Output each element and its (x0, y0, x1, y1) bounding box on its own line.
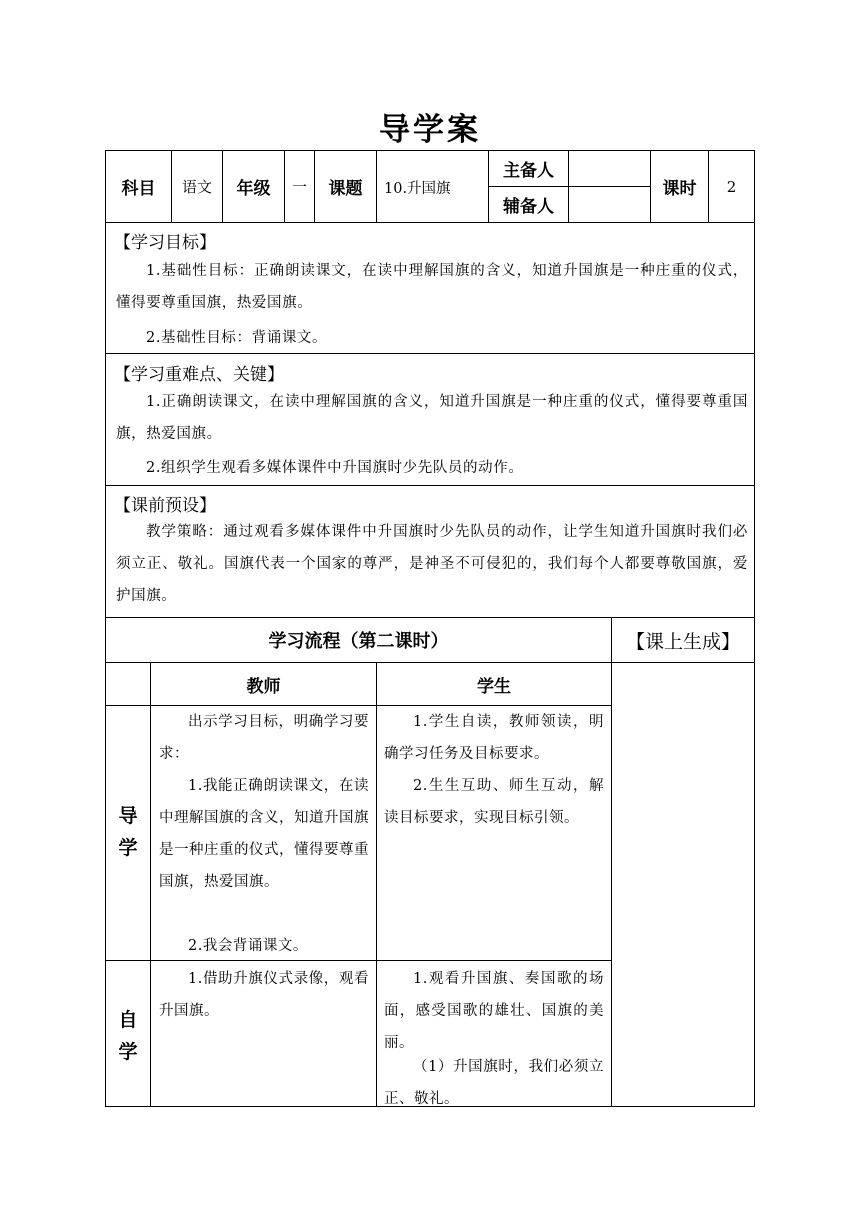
subject-label: 科目 (121, 179, 156, 199)
key-point-item: 2.组织学生观看多媒体课件中升国旗时少先队员的动作。 (146, 460, 524, 476)
preset-heading: 【课前预设】 (114, 496, 216, 516)
goal-item: 2.基础性目标：背诵课文。 (146, 330, 328, 346)
topic-value: 10.升国旗 (384, 181, 451, 197)
teacher-step: 1.我能正确朗读课文，在读中理解国旗的含义，知道升国旗是一种庄重的仪式，懂得要尊重国旗，热爱国旗。 (159, 778, 369, 890)
period-label: 课时 (662, 179, 697, 199)
topic-label: 课题 (328, 179, 363, 199)
student-step: （1）升国旗时，我们必须立正、敬礼。 (384, 1059, 604, 1107)
row-label-self-study: 自 学 (118, 1009, 138, 1063)
assistant-preparer-label: 辅备人 (503, 197, 554, 217)
student-step: 2.生生互助、师生互动，解读目标要求，实现目标引领。 (384, 778, 604, 826)
key-points-heading: 【学习重难点、关键】 (114, 365, 284, 385)
generated-heading: 【课上生成】 (625, 630, 740, 653)
student-heading: 学生 (477, 676, 511, 697)
preset-text: 教学策略：通过观看多媒体课件中升国旗时少先队员的动作，让学生知道升国旗时我们必须立正、敬礼。国旗代表一个国家的尊严，是神圣不可侵犯的，我们每个人都要尊敬国旗，爱护国旗。 (116, 524, 748, 604)
row-label-guide: 导 学 (118, 805, 138, 859)
assistant-preparer-value[interactable] (569, 187, 650, 222)
page-title: 导学案 (379, 112, 481, 148)
goals-heading: 【学习目标】 (114, 233, 216, 253)
teacher-step: 1.借助升旗仪式录像，观看升国旗。 (159, 971, 369, 1019)
period-value: 2 (726, 177, 737, 196)
student-step: 1.学生自读，教师领读，明确学习任务及目标要求。 (384, 714, 604, 762)
flow-heading: 学习流程（第二课时） (268, 631, 449, 652)
grade-value: 一 (291, 178, 307, 196)
teacher-heading: 教师 (246, 676, 281, 697)
student-step: 1.观看升国旗、奏国歌的场面，感受国歌的雄壮、国旗的美丽。 (384, 971, 604, 1051)
teacher-step: 2.我会背诵课文。 (188, 938, 308, 954)
grade-label: 年级 (236, 179, 271, 199)
subject-value: 语文 (181, 178, 212, 196)
goal-item: 1.基础性目标：正确朗读课文，在读中理解国旗的含义，知道升国旗是一种庄重的仪式，懂得要尊重国旗，热爱国旗。 (116, 263, 748, 311)
main-preparer-label: 主备人 (503, 161, 554, 181)
teacher-step: 出示学习目标，明确学习要求： (159, 714, 369, 762)
key-point-item: 1.正确朗读课文，在读中理解国旗的含义，知道升国旗是一种庄重的仪式，懂得要尊重国旗，热爱国旗。 (116, 394, 748, 442)
main-preparer-value[interactable] (569, 151, 650, 186)
